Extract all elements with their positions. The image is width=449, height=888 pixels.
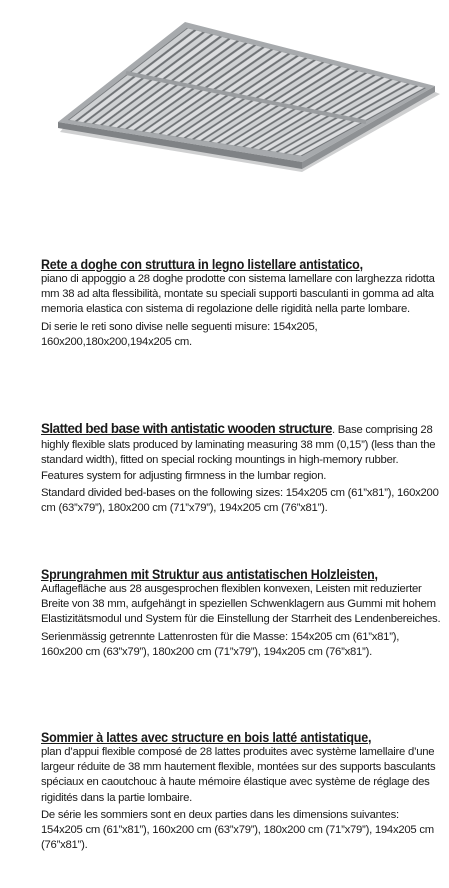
section-paragraph: piano di appoggio a 28 doghe prodotte con sistema lamellare con larghezza ridotta mm 38 ad alta flessibilità, montate su speciali supporti basculanti in gomma ad alta memoria elastica con sistema di regolazione delle rigidità nella parte lombare. <box>41 273 435 316</box>
section-paragraph: Serienmässig getrennte Lattenrosten für die Masse: 154x205 cm (61”x81”), 160x200 cm (63”x79”), 180x200 cm (71”x79”), 194x205 cm (76”x81”). <box>41 630 400 658</box>
section-heading: Sprungrahmen mit Struktur aus antistatischen Holzleisten, <box>41 567 378 582</box>
bed-base-image <box>40 14 440 172</box>
section-heading: Slatted bed base with antistatic wooden structure <box>41 421 332 436</box>
section-paragraph: De série les sommiers sont en deux parties dans les dimensions suivantes: 154x205 cm (61”x81”), 160x200 cm (63”x79”), 180x200 cm (71”x79”), 194x205 cm (76”x81”). <box>41 808 434 852</box>
section-italian <box>41 257 441 350</box>
section-paragraph: Standard divided bed-bases on the following sizes: 154x205 cm (61”x81”), 160x200 cm (63”x79”), 180x200 cm (71”x79”), 194x205 cm (76”x81”). <box>41 486 439 515</box>
section-heading: Sommier à lattes avec structure en bois latté antistatique, <box>41 730 372 745</box>
section-paragraph: plan d’appui flexible composé de 28 lattes produites avec système lamellaire d’une largeur réduite de 38 mm hautement flexible, montées sur des supports basculants spéciaux en caoutchouc à haute mémoire élastique avec système de réglage des rigidités dans la partie lombaire. <box>41 746 436 804</box>
section-heading: Rete a doghe con struttura in legno listellare antistatico, <box>41 257 363 272</box>
section-heading-suffix: . Base comprising 28 highly flexible slats produced by laminating measuring 38 mm (0,15”) (less than the standard width), fitted on special rocking mountings in high-memory rubber. Features system for adjusting firmness in the lumbar region. <box>41 424 436 482</box>
section-heading-line <box>41 421 441 484</box>
section-french <box>41 730 441 853</box>
section-english <box>41 421 441 516</box>
section-paragraph: Di serie le reti sono divise nelle seguenti misure: 154x205, 160x200,180x200,194x205 cm. <box>41 320 318 348</box>
section-german <box>41 567 441 660</box>
section-paragraph: Auflagefläche aus 28 ausgesprochen flexiblen konvexen, Leisten mit reduzierter Breite von 38 mm, aufgehängt in speziellen Schwenklagern aus Gummi mit hohem Elastizitätsmodul und System für die Einstellung der Starrheit des Lendenbereiches. <box>41 583 441 626</box>
